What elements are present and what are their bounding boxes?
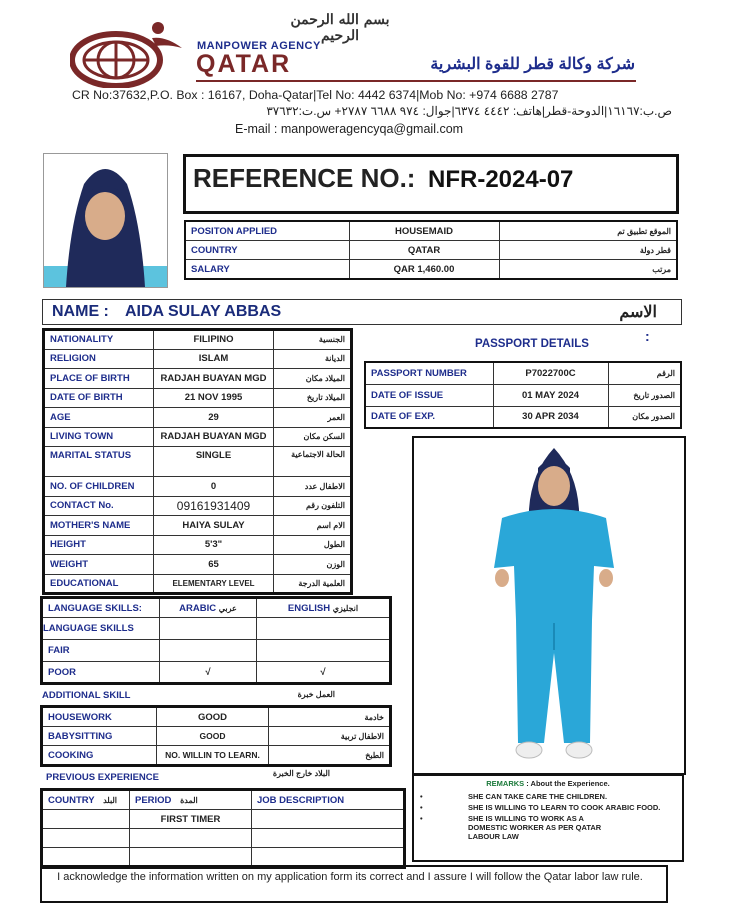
housework-label: HOUSEWORK: [42, 707, 157, 727]
personal-field-arabic: الجنسية: [274, 330, 352, 350]
personal-field-value: RADJAH BUAYAN MGD: [154, 427, 274, 447]
position-label: POSITON APPLIED: [185, 221, 349, 241]
remarks-item: [420, 814, 678, 841]
personal-field-label: DATE OF BIRTH: [44, 388, 154, 408]
col-period-label: PERIOD: [135, 794, 172, 806]
agency-name-main: QATAR: [196, 50, 292, 78]
reference-box: [183, 154, 679, 214]
table-row: [42, 746, 391, 766]
personal-field-label: LIVING TOWN: [44, 427, 154, 447]
english-column-header: [257, 598, 391, 618]
personal-field-value: 65: [154, 555, 274, 575]
job-column-header: JOB DESCRIPTION: [252, 790, 405, 810]
passport-table: [364, 361, 682, 429]
name-bar: [42, 299, 682, 325]
language-english-cell: √: [257, 662, 391, 684]
english-label-ar: انجليزي: [332, 603, 359, 613]
email-line: E-mail : manpoweragencyqa@gmail.com: [235, 122, 464, 136]
passport-issue-label: DATE OF ISSUE: [365, 384, 493, 406]
acknowledgement-text: I acknowledge the information written on my application form its correct and I assure I will follow the Qatar labor law rule.: [57, 871, 643, 883]
personal-field-arabic: العلمية الدرجة: [274, 574, 352, 594]
experience-period-cell: [130, 829, 252, 848]
personal-field-value: SINGLE: [154, 447, 274, 477]
personal-field-arabic: الميلاد مكان: [274, 369, 352, 389]
english-label: ENGLISH: [287, 602, 331, 614]
col-country-arabic: البلد: [103, 795, 118, 805]
salary-arabic: مرتب: [499, 260, 677, 280]
table-row: [44, 555, 352, 575]
reference-value: NFR-2024-07: [428, 166, 574, 193]
header-rule: [196, 80, 636, 82]
period-column-header: [130, 790, 252, 810]
table-row: [365, 384, 681, 406]
additional-skill-table: [40, 705, 392, 767]
personal-field-label: WEIGHT: [44, 555, 154, 575]
personal-field-label: AGE: [44, 408, 154, 428]
language-arabic-cell: [160, 618, 257, 640]
previous-experience-arabic: البلاد خارج الخبرة: [272, 769, 330, 778]
reference-label: REFERENCE NO.:: [193, 163, 416, 193]
language-arabic-cell: [160, 640, 257, 662]
language-arabic-cell: √: [160, 662, 257, 684]
remarks-item-text: SHE IS WILLING TO LEARN TO COOK ARABIC FOOD.: [468, 803, 661, 812]
babysitting-label: BABYSITTING: [42, 727, 157, 746]
personal-field-label: RELIGION: [44, 349, 154, 369]
passport-exp-label: DATE OF EXP.: [365, 406, 493, 428]
remarks-item: [420, 803, 678, 812]
personal-field-value: RADJAH BUAYAN MGD: [154, 369, 274, 389]
table-row: [185, 241, 677, 260]
table-row: [44, 477, 352, 497]
personal-field-value: 5'3": [154, 535, 274, 555]
bismillah-calligraphy: بسم الله الرحمن الرحيم: [290, 12, 390, 44]
table-row: [42, 618, 391, 640]
arabic-column-header: [160, 598, 257, 618]
experience-job-cell: [252, 829, 405, 848]
passport-exp-value: 30 APR 2034: [493, 406, 608, 428]
table-row: [42, 810, 405, 829]
agency-logo: [70, 16, 188, 88]
applicant-full-body-photo: [412, 436, 686, 775]
position-arabic: الموقع تطبيق تم: [499, 221, 677, 241]
contact-line-arabic: ص.ب:١٦١٦٧|الدوحة-قطر|هاتف: ٤٤٤٢ ٦٣٧٤|جوال: ٩٧٤ ٦٦٨٨ ٢٧٨٧+ س.ت:٣٧٦٣٢: [266, 104, 672, 118]
table-row: [44, 535, 352, 555]
language-row-label: POOR: [42, 662, 160, 684]
personal-field-label: PLACE OF BIRTH: [44, 369, 154, 389]
remarks-item-text: SHE IS WILLING TO WORK AS A DOMESTIC WORKER AS PER QATAR LABOUR LAW: [468, 814, 602, 841]
remarks-title-bold: REMARKS: [486, 779, 525, 788]
personal-field-value: 21 NOV 1995: [154, 388, 274, 408]
applicant-portrait-photo: [43, 153, 168, 288]
bullet-icon: •: [420, 803, 423, 812]
personal-field-label: MOTHER'S NAME: [44, 516, 154, 536]
table-row: [44, 574, 352, 594]
arabic-label-ar: عربي: [218, 603, 237, 613]
experience-country-cell: [42, 810, 130, 829]
remarks-title: [414, 779, 682, 788]
cooking-value: NO. WILLIN TO LEARN.: [157, 746, 269, 766]
passport-issue-value: 01 MAY 2024: [493, 384, 608, 406]
personal-field-value: 0: [154, 477, 274, 497]
country-column-header: [42, 790, 130, 810]
passport-number-label: PASSPORT NUMBER: [365, 362, 493, 384]
language-row-label: LANGUAGE SKILLS: [42, 618, 160, 640]
language-english-cell: [257, 618, 391, 640]
table-row: [42, 662, 391, 684]
name-value: AIDA SULAY ABBAS: [125, 303, 282, 320]
personal-field-arabic: الوزن: [274, 555, 352, 575]
personal-field-arabic: الام اسم: [274, 516, 352, 536]
personal-field-arabic: العمر: [274, 408, 352, 428]
col-country-label: COUNTRY: [48, 794, 95, 806]
babysitting-value: GOOD: [157, 727, 269, 746]
personal-field-arabic: الميلاد تاريخ: [274, 388, 352, 408]
personal-field-arabic: الطول: [274, 535, 352, 555]
agency-name-arabic: شركة وكالة قطر للقوة البشرية: [430, 56, 635, 73]
table-row: [42, 727, 391, 746]
language-row-label: FAIR: [42, 640, 160, 662]
passport-colon: :: [645, 328, 650, 344]
remarks-list: [420, 790, 678, 841]
table-row: [42, 790, 405, 810]
position-table: [184, 220, 678, 280]
table-row: [365, 362, 681, 384]
table-row: [42, 640, 391, 662]
arabic-label: ARABIC: [179, 602, 217, 614]
country-value: QATAR: [349, 241, 499, 260]
housework-arabic: خادمة: [269, 707, 391, 727]
housework-value: GOOD: [157, 707, 269, 727]
bullet-icon: •: [420, 792, 423, 801]
experience-country-cell: [42, 829, 130, 848]
table-row: [44, 427, 352, 447]
position-value: HOUSEMAID: [349, 221, 499, 241]
personal-field-arabic: الديانة: [274, 349, 352, 369]
personal-field-label: EDUCATIONAL: [44, 574, 154, 594]
personal-field-value: 29: [154, 408, 274, 428]
table-row: [42, 829, 405, 848]
table-row: [44, 349, 352, 369]
cooking-label: COOKING: [42, 746, 157, 766]
table-row: [44, 408, 352, 428]
additional-skill-label: ADDITIONAL SKILL: [42, 690, 131, 701]
language-skills-header: LANGUAGE SKILLS:: [42, 598, 160, 618]
passport-number-arabic: الرقم: [608, 362, 681, 384]
language-english-cell: [257, 640, 391, 662]
personal-field-label: HEIGHT: [44, 535, 154, 555]
table-row: [44, 516, 352, 536]
passport-issue-arabic: الصدور تاريخ: [608, 384, 681, 406]
personal-field-value: ISLAM: [154, 349, 274, 369]
personal-field-value: ELEMENTARY LEVEL: [154, 574, 274, 594]
personal-field-label: MARITAL STATUS: [44, 447, 154, 477]
table-row: [44, 447, 352, 477]
personal-field-value: 09161931409: [154, 496, 274, 516]
personal-field-arabic: الاطفال عدد: [274, 477, 352, 497]
additional-skill-arabic: العمل خبرة: [297, 690, 335, 699]
personal-info-table: [42, 328, 353, 595]
babysitting-arabic: الاطفال تربية: [269, 727, 391, 746]
table-row: [44, 369, 352, 389]
table-row: [365, 406, 681, 428]
table-row: [44, 496, 352, 516]
personal-field-label: CONTACT No.: [44, 496, 154, 516]
name-label: NAME :: [52, 303, 109, 320]
personal-field-arabic: الحالة الاجتماعية: [274, 447, 352, 477]
personal-field-label: NATIONALITY: [44, 330, 154, 350]
table-row: [185, 260, 677, 280]
salary-label: SALARY: [185, 260, 349, 280]
previous-experience-label: PREVIOUS EXPERIENCE: [46, 772, 159, 783]
contact-line-english: CR No:37632,P.O. Box : 16167, Doha-Qatar|Tel No: 4442 6374|Mob No: +974 6688 2787: [72, 88, 559, 102]
remarks-title-rest: : About the Experience.: [526, 779, 610, 788]
salary-value: QAR 1,460.00: [349, 260, 499, 280]
language-skills-table: [40, 596, 392, 685]
personal-field-label: NO. OF CHILDREN: [44, 477, 154, 497]
experience-period-cell: FIRST TIMER: [130, 810, 252, 829]
remarks-box: [412, 774, 684, 862]
country-label: COUNTRY: [185, 241, 349, 260]
remarks-item: [420, 792, 678, 801]
bullet-icon: •: [420, 814, 423, 823]
country-arabic: قطر دولة: [499, 241, 677, 260]
table-row: [42, 598, 391, 618]
name-arabic: الاسم: [619, 304, 657, 321]
col-period-arabic: المدة: [180, 795, 198, 805]
passport-exp-arabic: الصدور مكان: [608, 406, 681, 428]
remarks-item-text: SHE CAN TAKE CARE THE CHILDREN.: [468, 792, 608, 801]
passport-number-value: P7022700C: [493, 362, 608, 384]
table-row: [44, 330, 352, 350]
personal-field-arabic: التلفون رقم: [274, 496, 352, 516]
personal-field-value: FILIPINO: [154, 330, 274, 350]
cooking-arabic: الطبخ: [269, 746, 391, 766]
agency-name-top: MANPOWER AGENCY: [197, 40, 321, 52]
acknowledgement-box: [40, 865, 668, 903]
table-row: [185, 221, 677, 241]
experience-job-cell: [252, 810, 405, 829]
personal-field-arabic: السكن مكان: [274, 427, 352, 447]
personal-field-value: HAIYA SULAY: [154, 516, 274, 536]
table-row: [42, 707, 391, 727]
table-row: [44, 388, 352, 408]
passport-title: PASSPORT DETAILS: [475, 338, 589, 350]
previous-experience-table: [40, 788, 406, 869]
